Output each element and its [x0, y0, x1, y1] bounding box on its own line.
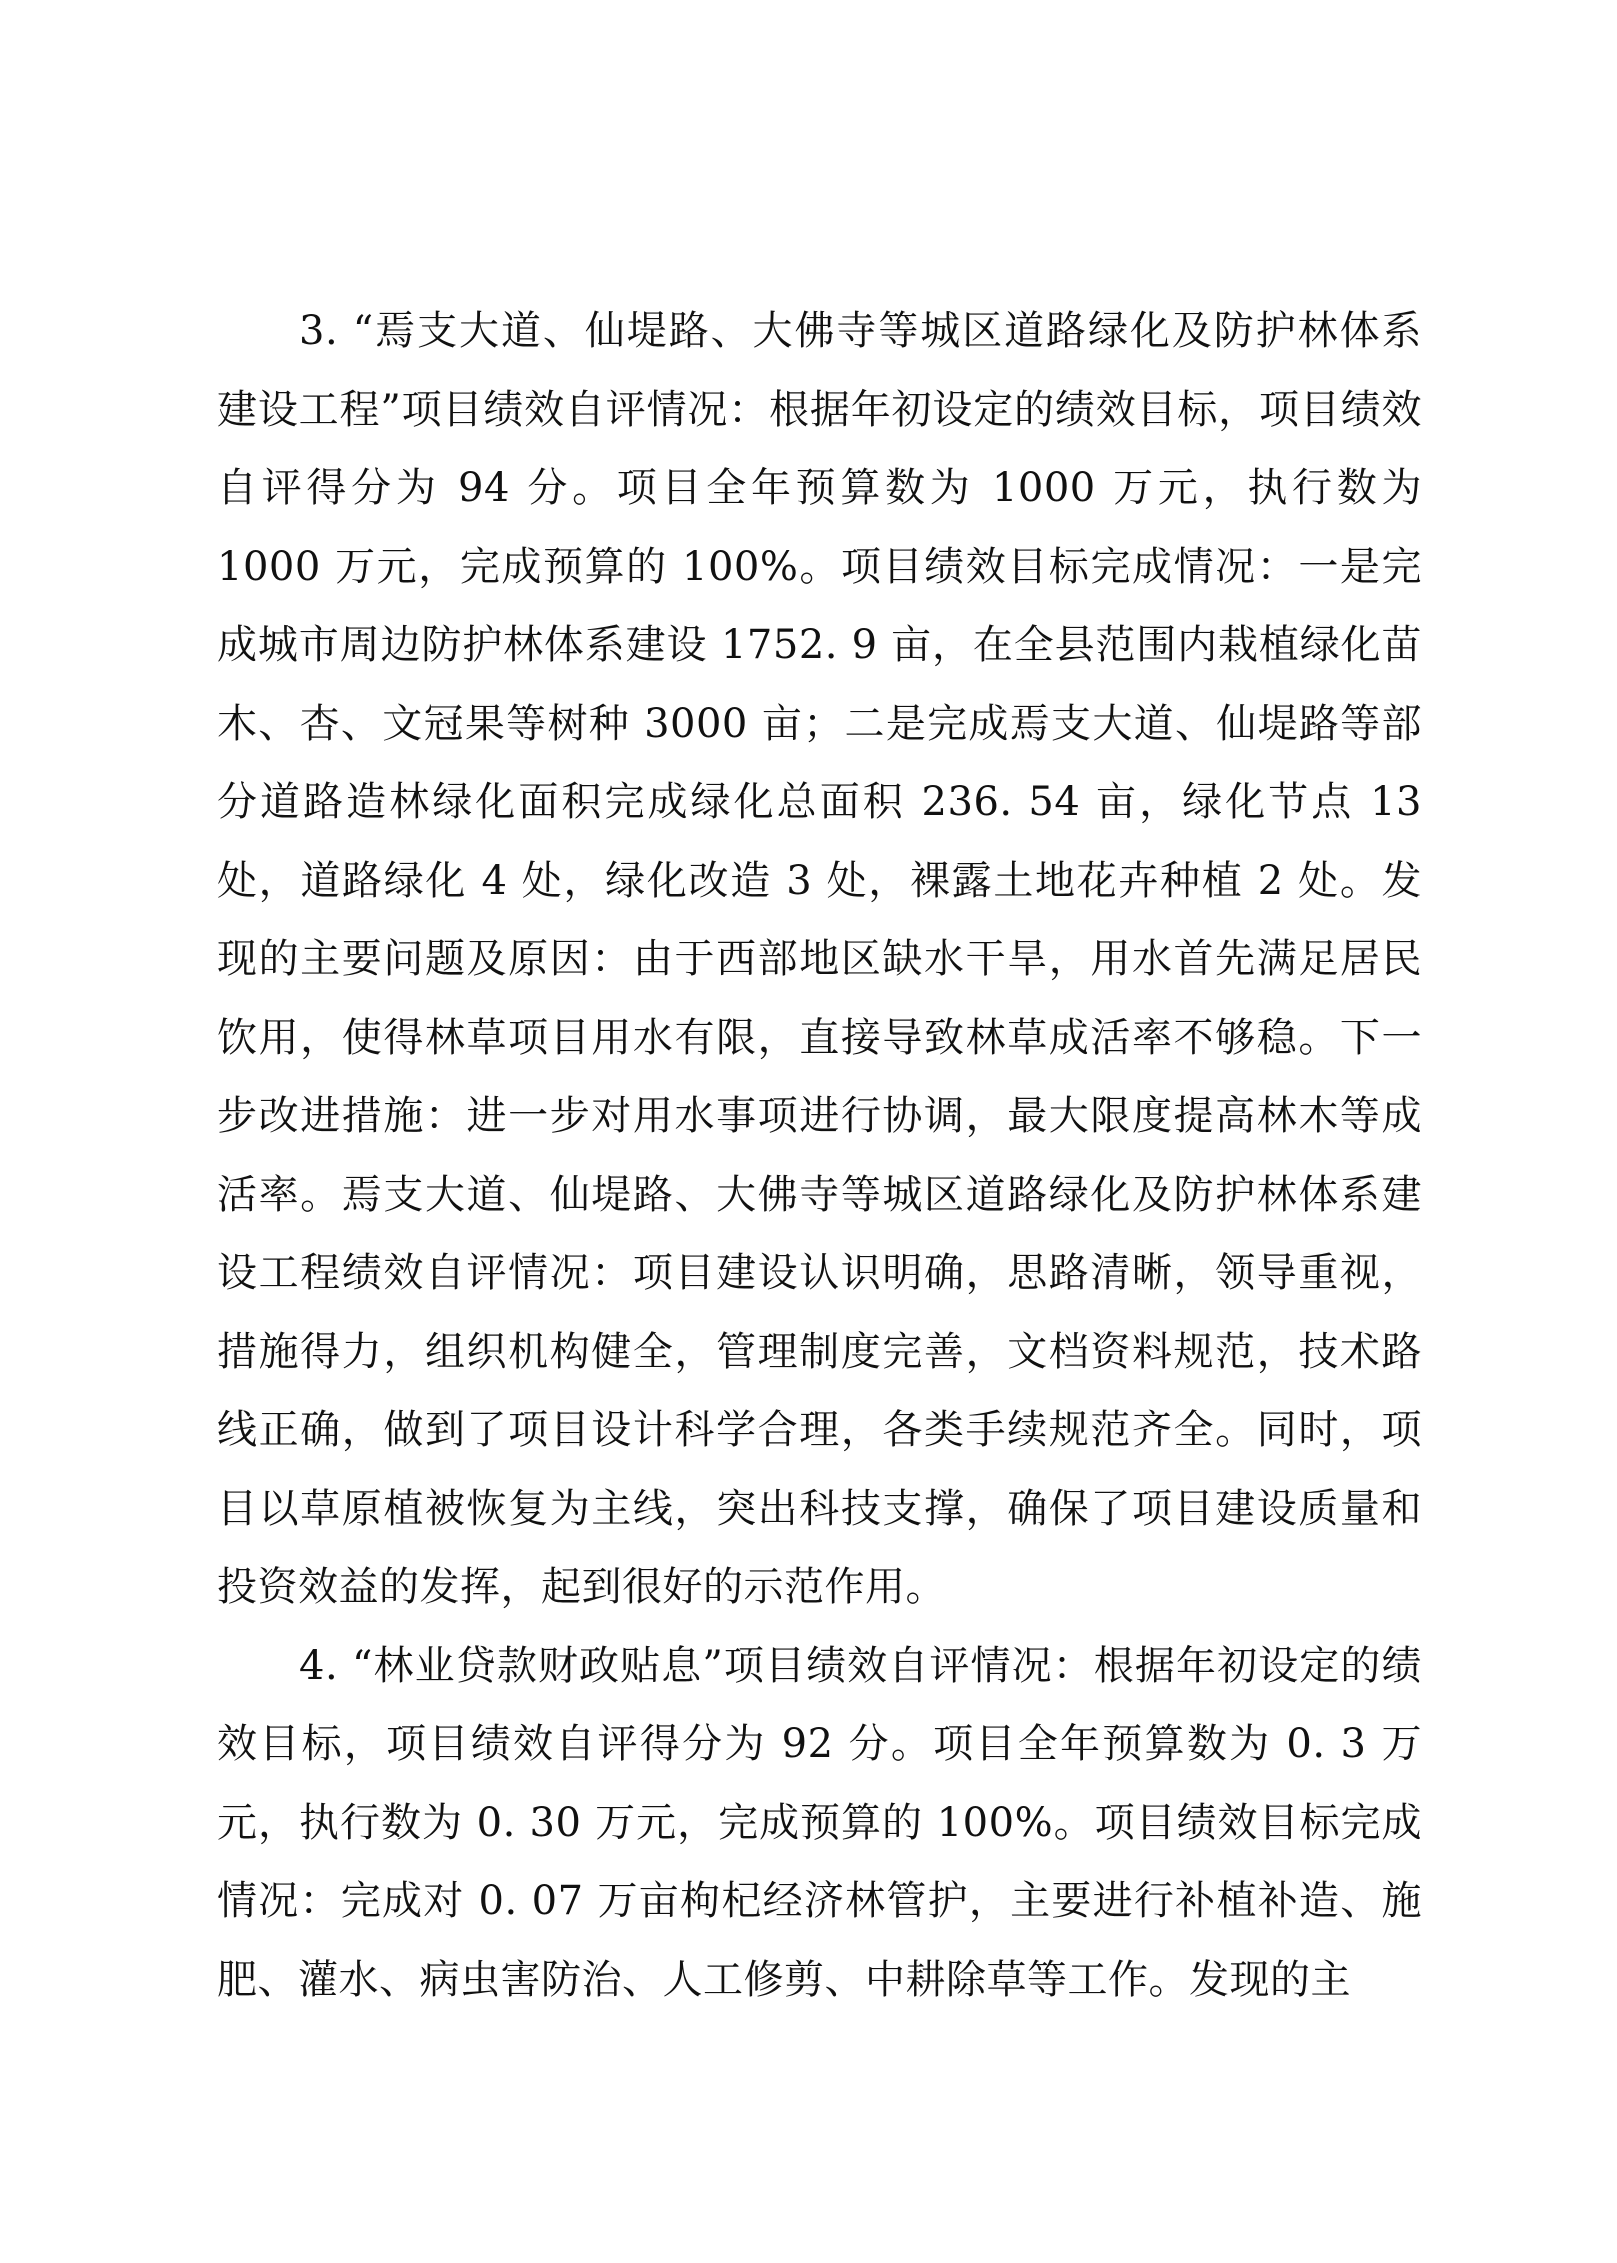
- document-body: [217, 292, 1422, 2019]
- paragraph-item-3: 3. “焉支大道、仙堤路、大佛寺等城区道路绿化及防护林体系建设工程”项目绩效自评情况：根据年初设定的绩效目标，项目绩效自评得分为 94 分。项目全年预算数为 1000 万元，执行数为 1000 万元，完成预算的 100%。项目绩效目标完成情况：一是完成城市周边防护林体系建设 1752. 9 亩，在全县范围内栽植绿化苗木、杏、文冠果等树种 3000 亩；二是完成焉支大道、仙堤路等部分道路造林绿化面积完成绿化总面积 236. 54 亩，绿化节点 13 处，道路绿化 4 处，绿化改造 3 处，裸露土地花卉种植 2 处。发现的主要问题及原因：由于西部地区缺水干旱，用水首先满足居民饮用，使得林草项目用水有限，直接导致林草成活率不够稳。下一步改进措施：进一步对用水事项进行协调，最大限度提高林木等成活率。焉支大道、仙堤路、大佛寺等城区道路绿化及防护林体系建设工程绩效自评情况：项目建设认识明确，思路清晰，领导重视，措施得力，组织机构健全，管理制度完善，文档资料规范，技术路线正确，做到了项目设计科学合理，各类手续规范齐全。同时，项目以草原植被恢复为主线，突出科技支撑，确保了项目建设质量和投资效益的发挥，起到很好的示范作用。: [217, 308, 1422, 1610]
- paragraph-item-4: 4. “林业贷款财政贴息”项目绩效自评情况：根据年初设定的绩效目标，项目绩效自评得分为 92 分。项目全年预算数为 0. 3 万元，执行数为 0. 30 万元，完成预算的 100%。项目绩效目标完成情况：完成对 0. 07 万亩枸杞经济林管护，主要进行补植补造、施肥、灌水、病虫害防治、人工修剪、中耕除草等工作。发现的主: [217, 1642, 1422, 2003]
